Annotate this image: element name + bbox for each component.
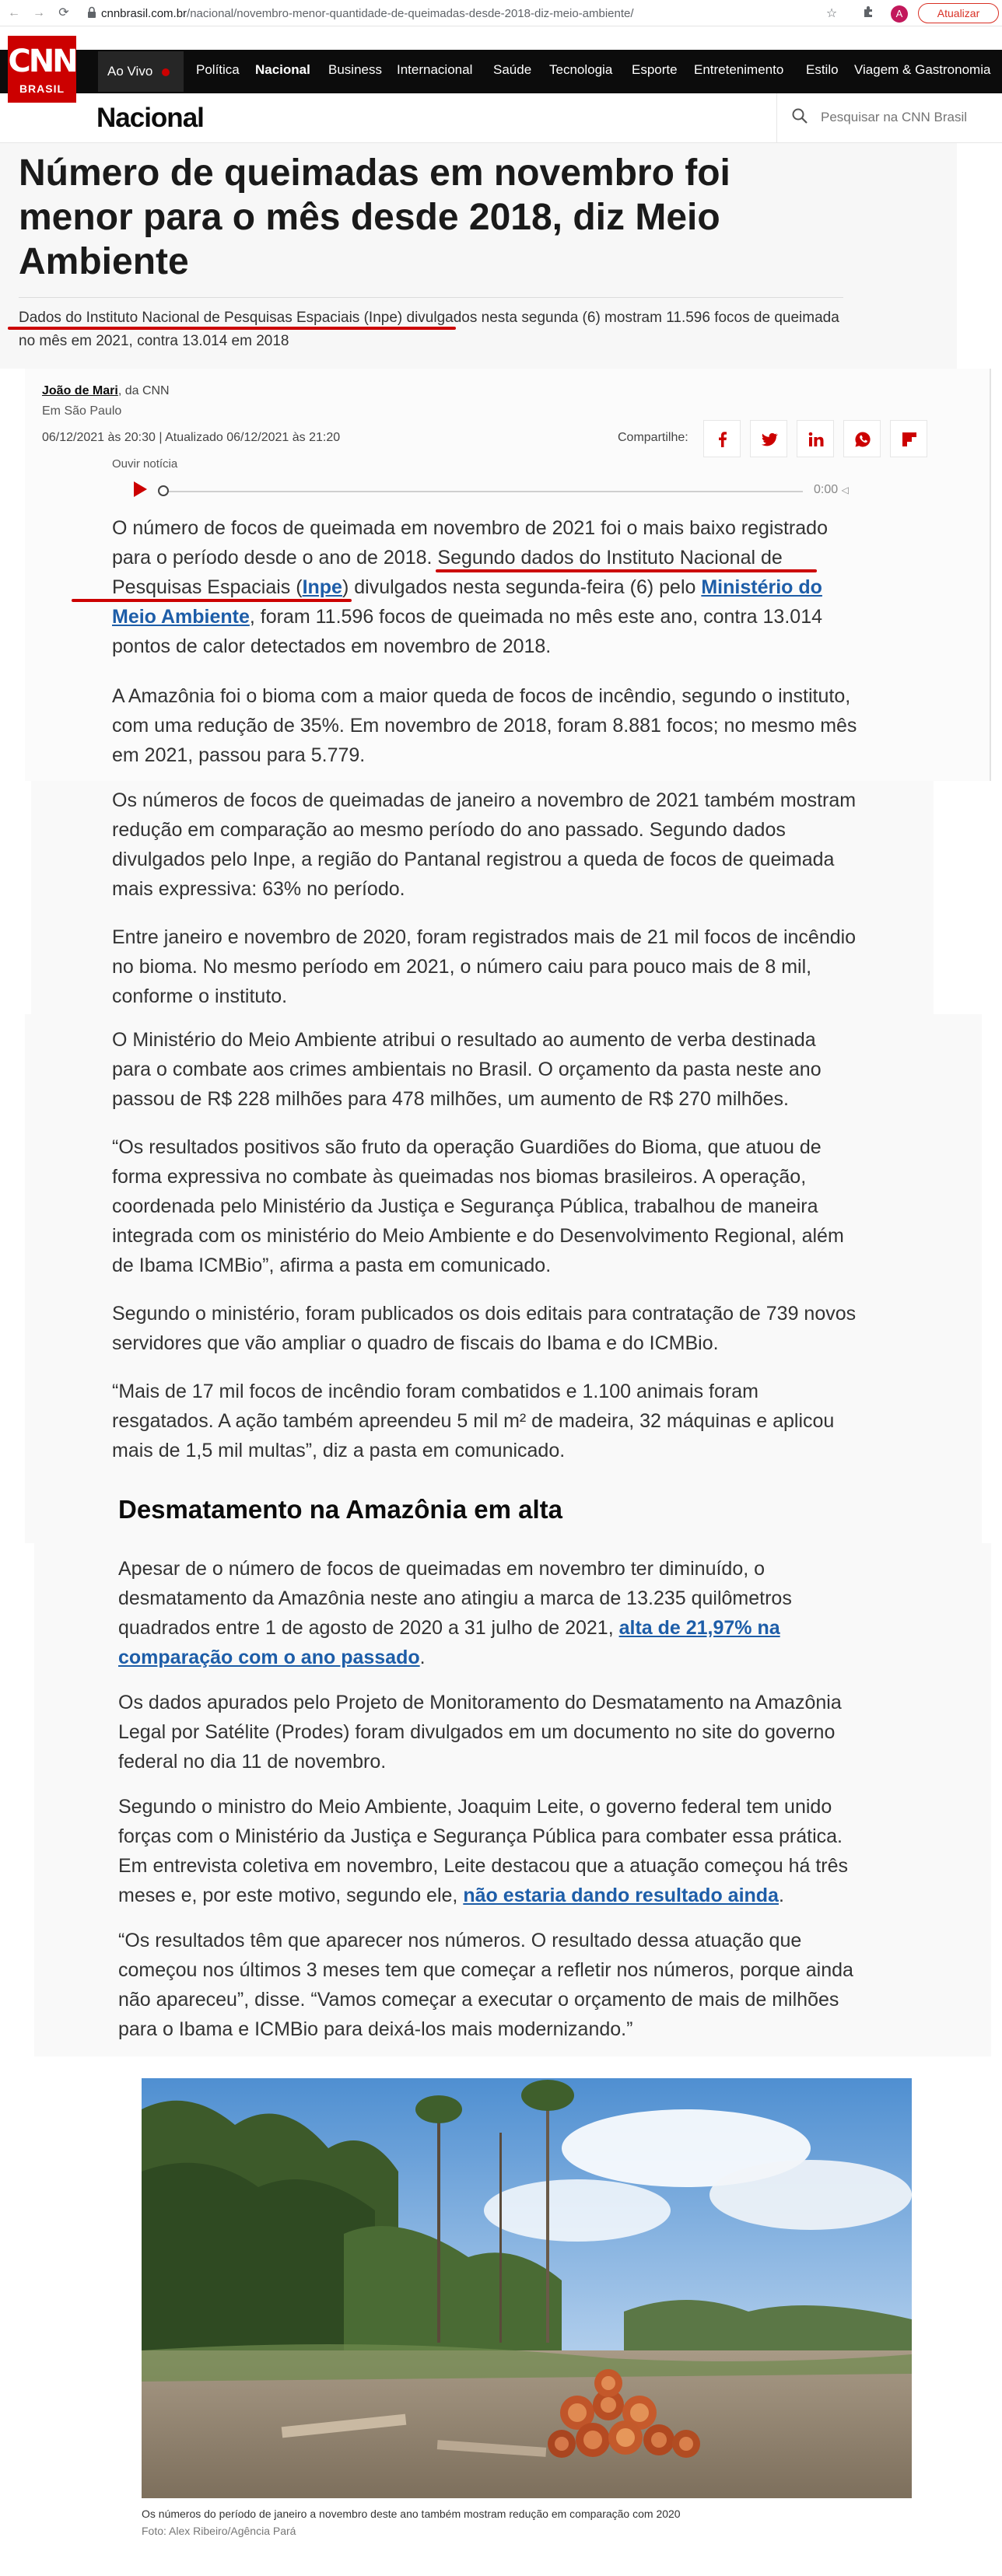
extensions-icon[interactable] (860, 5, 877, 23)
section-subheading: Desmatamento na Amazônia em alta (118, 1495, 562, 1524)
search-box (776, 93, 1002, 143)
search-input[interactable] (821, 107, 1000, 128)
profile-avatar[interactable]: A (891, 5, 908, 23)
article-paragraph: O Ministério do Meio Ambiente atribui o resultado ao aumento de verba destinada para o combate aos crimes ambientais no Brasil. O orçamento da pasta neste ano passou de R$ 228 milhões para 478 milhões, um aumento de R$ 270 milhões. (112, 1029, 822, 1110)
red-annotation-underline (8, 327, 456, 330)
article-paragraph: Segundo o ministério, foram publicados os dois editais para contratação de 739 novos servidores que vão ampliar o quadro de fiscais do Ibama e do ICMBio. (112, 1303, 857, 1354)
audio-time (814, 483, 849, 497)
live-button[interactable] (98, 51, 184, 92)
cnn-brasil-logo[interactable] (8, 36, 76, 103)
article-paragraph: Entre janeiro e novembro de 2020, foram registrados mais de 21 mil focos de incêndio no bioma. No mesmo período em 2021, o número caiu para pouco mais de 8 mil, conforme o instituto. (112, 926, 857, 1007)
photo-credit: Foto: Alex Ribeiro/Agência Pará (142, 2525, 296, 2537)
nav-item-esporte[interactable]: Esporte (632, 62, 678, 77)
article-paragraph (118, 1792, 865, 1910)
volume-icon[interactable]: ◁ (841, 485, 849, 495)
nav-item-nacional[interactable]: Nacional (255, 62, 310, 77)
browser-toolbar (0, 0, 1002, 26)
article-paragraph: Os dados apurados pelo Projeto de Monitoramento do Desmatamento na Amazônia Legal por Satélite (Prodes) foram divulgados em um documento no site do governo federal no dia 11 de novembro. (118, 1692, 842, 1773)
paragraph-text: Apesar de o número de focos de queimadas em novembro ter diminuído, o desmatamento da Amazônia neste ano atingiu a marca de 13.235 quilômetros quadrados entre 1 de agosto de 2020 a 31 julho de 2021, (118, 1558, 792, 1639)
forward-icon[interactable]: → (33, 6, 45, 19)
byline-location: Em São Paulo (42, 404, 122, 418)
facebook-icon (714, 431, 731, 448)
audio-player-label: Ouvir notícia (112, 457, 178, 471)
nav-item-internacional[interactable]: Internacional (397, 62, 473, 77)
nav-item-saude[interactable]: Saúde (493, 62, 532, 77)
share-label: Compartilhe: (618, 431, 688, 444)
red-annotation-underline (72, 599, 352, 602)
logo-text: CNN (8, 44, 76, 79)
paragraph-text: , foram 11.596 focos de queimada no mês este ano, contra 13.014 pontos de calor detectados em novembro de 2018. (112, 606, 822, 657)
article-paragraph: “Os resultados têm que aparecer nos números. O resultado dessa atuação que começou nos últimos 3 meses tem que começar a refletir nos números, porque ainda não apareceu”, disse. “Vamos começar a executar o orçamento de mais de milhões para o Ibama e ICMBio para deixá-los mais modernizando.” (118, 1930, 853, 2040)
scroll-edge-divider (990, 369, 991, 781)
paragraph-text: . (778, 1885, 784, 1906)
nav-item-viagem-gastronomia[interactable]: Viagem & Gastronomia (854, 62, 991, 77)
photo-caption: Os números do período de janeiro a novembro deste ano também mostram redução em comparação com 2020 (142, 2508, 681, 2520)
nav-item-estilo[interactable]: Estilo (806, 62, 839, 77)
article-subheadline: Dados do Instituto Nacional de Pesquisas Espaciais (Inpe) divulgados nesta segunda (6) mostram 11.596 focos de queimada no mês em 2021, contra 13.014 em 2018 (19, 310, 839, 349)
article-photo[interactable] (142, 2078, 912, 2498)
article-paragraph (118, 1554, 865, 1672)
linkedin-icon (808, 431, 825, 448)
nav-item-business[interactable]: Business (328, 62, 382, 77)
article-paragraph: “Os resultados positivos são fruto da operação Guardiões do Bioma, que atuou de forma expressiva no combate às queimadas nos biomas brasileiros. A operação, coordenada pelo Ministério da Justiça e Segurança Pública, trabalhou de maneira integrada com os ministério do Meio Ambiente e do Desenvolvimento Regional, além de Ibama ICMBio”, afirma a pasta em comunicado. (112, 1136, 844, 1276)
deforestation-photo (142, 2078, 912, 2498)
share-linkedin-button[interactable] (797, 420, 834, 457)
article-paragraph: Os números de focos de queimadas de janeiro a novembro de 2021 também mostram redução em comparação ao mesmo período do ano passado. Segundo dados divulgados pelo Inpe, a região do Pantanal registrou a queda de focos de queimada mais expressiva: 63% no período. (112, 789, 857, 900)
ministerio-link[interactable]: Ministério do Meio Ambiente (112, 576, 822, 628)
inpe-link[interactable]: Inpe (302, 576, 342, 598)
address-bar[interactable] (101, 7, 634, 20)
paragraph-text: O número de focos de queimada em novembro de 2021 foi o mais baixo registrado para o período desde o ano de 2018. Segundo dados do Instituto Nacional de Pesquisas Espaciais ( (112, 517, 828, 598)
publish-dates: 06/12/2021 às 20:30 | Atualizado 06/12/2021 às 21:20 (42, 431, 341, 444)
article-paragraph (112, 513, 859, 661)
url-host: cnnbrasil.com.br (101, 7, 187, 20)
whatsapp-icon (854, 431, 871, 448)
play-icon[interactable] (132, 480, 148, 499)
article-header (0, 143, 957, 369)
url-path: /nacional/novembro-menor-quantidade-de-queimadas-desde-2018-diz-meio-ambiente/ (187, 7, 634, 20)
author-link[interactable]: João de Mari (42, 384, 118, 397)
live-dot-icon (162, 68, 170, 76)
live-label: Ao Vivo (107, 64, 153, 79)
section-header (0, 93, 1002, 143)
author-suffix: , da CNN (117, 384, 170, 397)
byline (42, 384, 170, 398)
reload-icon[interactable]: ⟳ (58, 6, 69, 19)
article-paragraph: “Mais de 17 mil focos de incêndio foram combatidos e 1.100 animais foram resgatados. A ação também apreendeu 5 mil m² de madeira, 32 máquinas e aplicou mais de 1,5 mil multas”, diz a pasta em comunicado. (112, 1381, 835, 1461)
nav-item-entretenimento[interactable]: Entretenimento (694, 62, 784, 77)
nav-item-politica[interactable]: Política (196, 62, 240, 77)
paragraph-text: ) divulgados nesta segunda-feira (6) pelo (342, 576, 702, 598)
share-twitter-button[interactable] (750, 420, 787, 457)
bookmark-star-icon[interactable]: ☆ (825, 7, 838, 20)
twitter-icon (761, 431, 778, 448)
header-divider (19, 297, 843, 298)
logo-sub: BRASIL (19, 82, 65, 95)
paragraph-text: . (419, 1647, 426, 1668)
back-icon[interactable]: ← (8, 6, 20, 19)
lock-icon[interactable] (87, 6, 98, 20)
share-facebook-button[interactable] (703, 420, 741, 457)
article-headline: Número de queimadas em novembro foi menor para o mês desde 2018, diz Meio Ambiente (19, 152, 730, 282)
audio-progress-handle[interactable] (158, 485, 169, 496)
share-flipboard-button[interactable] (890, 420, 927, 457)
red-annotation-underline (436, 569, 817, 572)
nav-item-tecnologia[interactable]: Tecnologia (549, 62, 613, 77)
search-icon[interactable] (791, 107, 808, 124)
flipboard-icon (901, 431, 918, 448)
audio-progress-track[interactable] (163, 491, 803, 492)
section-title[interactable]: Nacional (96, 103, 204, 133)
article-paragraph: A Amazônia foi o bioma com a maior queda de focos de incêndio, segundo o instituto, com uma redução de 35%. Em novembro de 2018, foram 8.881 focos; no mesmo mês em 2021, passou para 5.779. (112, 685, 857, 766)
paragraph-text: Segundo o ministro do Meio Ambiente, Joaquim Leite, o governo federal tem unido forças com o Ministério da Justiça e Segurança Pública para combater essa prática. Em entrevista coletiva em novembro, Leite destacou que a atuação começou há três meses e, por este motivo, segundo ele, (118, 1796, 849, 1906)
update-browser-button[interactable]: Atualizar (918, 3, 999, 23)
audio-time-value: 0:00 (814, 483, 839, 496)
desmatamento-link[interactable]: alta de 21,97% na comparação com o ano passado (118, 1617, 780, 1668)
resultado-link[interactable]: não estaria dando resultado ainda (463, 1885, 779, 1906)
share-whatsapp-button[interactable] (843, 420, 881, 457)
